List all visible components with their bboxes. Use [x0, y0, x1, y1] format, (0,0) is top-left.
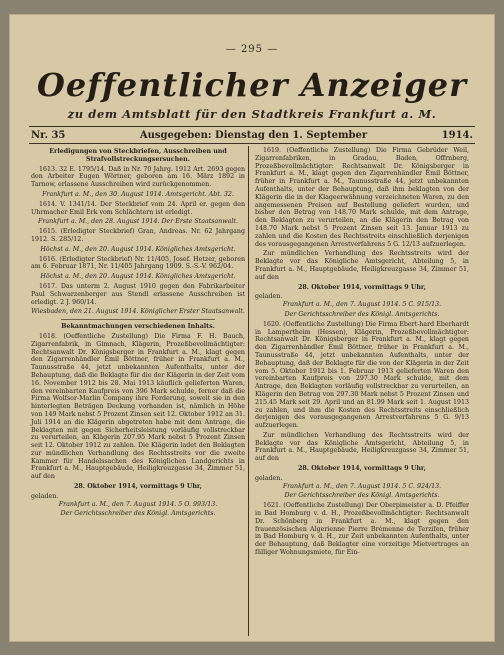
top-rule	[29, 126, 475, 127]
notice-paragraph: Zur mündlichen Verhandlung des Rechtsstreits wird der Beklagte vor das Königliche Amtsgericht, Abteilung 5, in Frankfurt a. M., Hauptgebäude, Heiligkreuzgasse 34, Zimmer 51, auf den	[255, 250, 469, 281]
notice-text: geladen.	[255, 293, 283, 301]
notice-paragraph: 1613. 32 E. 1795/14. Daß in Nr. 70 Jahrg. 1912 Art. 2693 gegen den Arbeiter Eugen Wörtner, geboren am 16. März 1892 in Tarnow, erlassene Ausschreiben wird zurückgenommen.	[31, 165, 245, 189]
hearing-date: 28. Oktober 1914, vormittags 9 Uhr,	[74, 483, 202, 491]
notice-paragraph: 1621. (Oeffentliche Zustellung) Der Oberpimeister a. D. Pfeiffer in Bad Homburg v. d. H., Prozeßbevollmächtigter: Rechtsanwalt Dr. Schönberg in Frankfurt a. M., klagt gegen den frauenzösischen Algerienne Pierre Brémenne de Terzifen, früher in Bad Homburg v. d. H., zur Zeit unbekannten Aufenthalts, unter der Behauptung, daß Beklagter eine vorzeitige Mietvertrages an fälliger Wohnungsmiete, für Ein-	[255, 502, 469, 557]
issue-bar	[31, 130, 473, 141]
notice-signature: Frankfurt a. M., den 30. August 1914. Amtsgericht. Abt. 32.	[42, 190, 234, 198]
notice-signature: Der Gerichtsschreiber des Königl. Amtsgerichts.	[284, 492, 440, 500]
notice-signature: Frankfurt a. M., den 7. August 1914. 5 C. 915/13.	[282, 301, 442, 309]
notice-signature: Der Gerichtsschreiber des Königl. Amtsgerichts.	[60, 510, 216, 518]
notice-signature: Höchst a. M., den 20. August 1914. Königliches Amtsgericht.	[40, 245, 236, 253]
right-column	[255, 147, 469, 559]
masthead-subtitle: zu dem Amtsblatt für den Stadtkreis Frankfurt a. M.	[67, 107, 437, 121]
notice-signature: Höchst a. M., den 20. August 1914. Königliches Amtsgericht.	[40, 273, 236, 281]
left-column	[31, 147, 245, 520]
notice-paragraph: 1619. (Oeffentliche Zustellung) Die Firma Gebrüder Weil, Zigarrenfabriken, in Gradau, Baden, Offrnberg, Prozeßbevollmächtigter: Rechtsanwalt Dr. Königsberger in Frankfurt a. M., klagt gegen den Zigarrenhändler Emil Böttner, früher in Frankfurt a. M., Taunusstraße 44, jetzt unbekannten Aufenthalts, unter der Behauptung, daß ihm beklagten von der Klägerin die in der Klageerwähnung verzeichneten Waren, zu den angemessenen Preisen auf Bestellung geliefert wurden, und bisher den Betrag von 148.70 Mark schulde, mit dem Antrage, den Beklagten zu verurteilen, an die Klägerin den Betrag von 148.70 Mark nebst 5 Prozent Zinsen seit 13. Januar 1913 zu zahlen und die Kosten des Rechtsstreits einschließlich derjenigen des vorausgegangenen Arrestverfahrens 5 G. 12/13 aufzuerlegen.	[255, 147, 469, 248]
notice-paragraph: 1614. V. 1341/14. Der Steckbrief vom 24. April er. gegen den Uhrmacher Emil Erk vom Schlächtern ist erledigt.	[31, 200, 245, 216]
section-heading: Bekanntmachungen verschiedenen Inhalts.	[61, 323, 215, 331]
notice-paragraph: 1617. Das unterm 2. August 1910 gegen den Fabrikarbeiter Paul Schwarzenberger aus Stendl erlassene Ausschreiben ist erledigt. 2 J. 960/14.	[31, 282, 245, 306]
hearing-date: 28. Oktober 1914, vormittags 9 Uhr,	[298, 465, 426, 473]
hearing-date: 28. Oktober 1914, vormittags 9 Uhr,	[298, 283, 426, 291]
notice-text: geladen.	[255, 474, 283, 482]
separator	[61, 319, 215, 320]
page-number: — 295 —	[225, 44, 279, 55]
notice-signature: Der Gerichtsschreiber des Königl. Amtsgerichts.	[284, 310, 440, 318]
notice-paragraph: 1620. (Oeffentliche Zustellung) Die Firma Ebert-hard Eberhardt in Lampertheim (Hessen), Klägerin, Prozeßbevollmächtigter: Rechtsanwalt Dr. Königsberger in Frankfurt a. M., klagt gegen den Zigarrenhändler Emil Böttner, früher in Frankfurt a. M., Taunusstraße 44, jetzt unbekannten Aufenthalts, unter der Behauptung, daß der Beklagte für die von der Klägerin in der Zeit vom 5. Oktober 1912 bis 1. Februar 1913 gelieferten Waren den vereinbarten Kaufpreis von 297.30 Mark schulde, mit dem Antrage, den Beklagten vorläufig vollstreckbar zu verurteilen, an Klägerin den Betrag von 297.30 Mark nebst 5 Prozent Zinsen und 215.45 Mark seit 29. April und an 81.99 Mark seit 1. August 1913 zu zahlen, und ihm die Kosten des Rechtsstreits einschließlich derjenigen des vorausgegangenen Arrestverfahrens 5 G. 9/13 aufzuerlegen.	[255, 320, 469, 430]
notice-paragraph: 1615. (Erledigter Steckbrief) Gran, Andreas. Nr. 62 Jahrgang 1912. S. 285/12.	[31, 228, 245, 243]
bottom-rule	[29, 143, 475, 144]
notice-paragraph: 1616. (Erledigter Steckbrief) Nr. 11/405, Josef. Hetzer, geboren am 6. Februar 1871, Nr. 11/405 Jahrgang 1909. S.-S.-V. 962/04.	[31, 255, 245, 271]
notice-signature: Frankfurt a. M., den 28. August 1914. Der Erste Staatsanwalt.	[38, 218, 238, 226]
issue-year: 1914.	[441, 130, 473, 141]
notice-paragraph: 1618. (Oeffentliche Zustellung) Die Firma F. H. Bauch, Zigarrenfabrik, in Gimnach, Klägerin, Prozeßbevollmächtigter: Rechtsanwalt Dr. Königsberger in Frankfurt a. M., klagt gegen den Zigarrenhändler Emil Böttner, früher in Frankfurt a. M., Taunusstraße 44, jetzt unbekannten Aufenthalts, unter der Behauptung, daß die Beklagte für die der Klägerin in der Zeit vom 16. November 1912 bis 28. Mai 1913 käuflich gelieferten Waren, den vereinbarten Kaufpreis von 396 Mark schulde, ferner daß die Firma Wolfsor-Marlin Company ihre Forderung, soweit sie in den hinterlegten Beträgen Deckung vorhanden ist, nämlich in Höhe von 149 Mark nebst 5 Prozent Zinsen seit 12. Oktober 1912 an 31. Juli 1914 an die Klägerin abgetreten habe mit dem Antrage, die Beklagten mit gegen Sicherheitsleistung vorläufig vollstreckbar zu verurteilen, an Klägerin 207.95 Mark nebst 5 Prozent Zinsen seit 12. Oktober 1912 zu zahlen. Die Klägerin ladet den Beklagten zur mündlichen Verhandlung des Rechtsstreits vor die zweite Kammer für Handelssachen des Königlichen Landgerichts in Frankfurt a. M., Hauptgebäude, Heiligkreuzgasse 34, Zimmer 51, auf den	[31, 332, 245, 481]
column-divider	[248, 146, 249, 636]
issue-date: Ausgegeben: Dienstag den 1. September	[139, 130, 368, 141]
notice-signature: Frankfurt a. M., den 7. August 1914. 5 O. 993/13.	[58, 500, 218, 508]
notice-paragraph: Zur mündlichen Verhandlung des Rechtsstreits wird der Beklagte vor das Königliche Amtsgericht, Abteilung 5, in Frankfurt a. M., Hauptgebäude, Heiligkreuzgasse 34, Zimmer 51, auf den	[255, 431, 469, 463]
notice-text: geladen.	[31, 492, 59, 500]
newspaper-page	[9, 14, 495, 642]
masthead-title: Oeffentlicher Anzeiger	[37, 66, 467, 104]
section-heading: Erledigungen von Steckbriefen, Ausschreiben und Strafvollstreckungsersuchen.	[49, 148, 227, 163]
notice-signature: Wiesbaden, den 21. August 1914. Königlicher Erster Staatsanwalt.	[31, 308, 245, 316]
notice-signature: Frankfurt a. M., den 7. August 1914. 5 C. 924/13.	[282, 482, 442, 490]
issue-number: Nr. 35	[31, 130, 66, 141]
